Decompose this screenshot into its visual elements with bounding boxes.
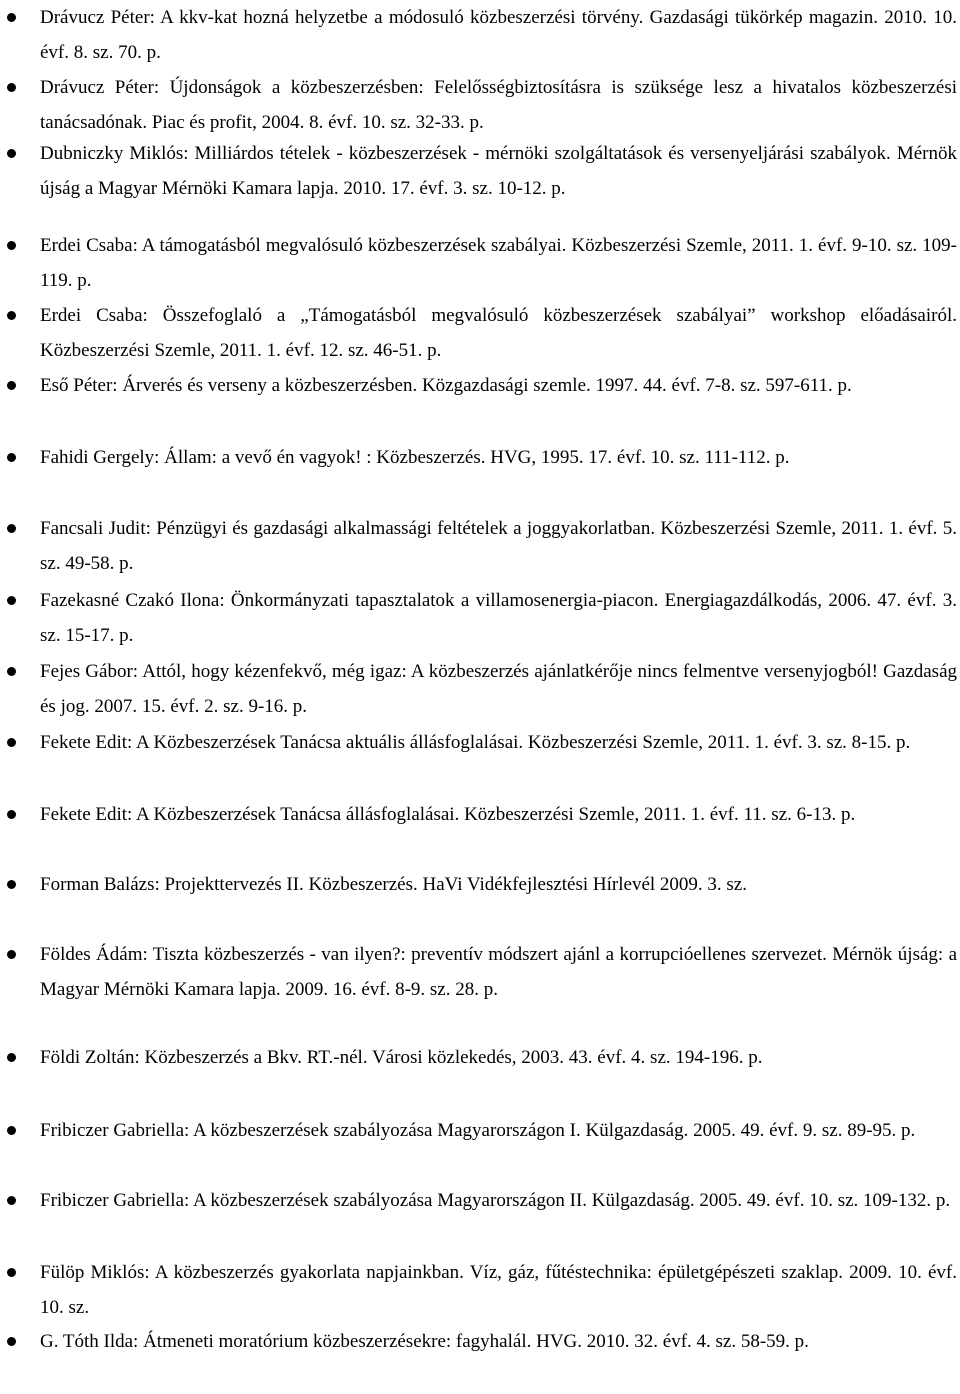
- reference-text: Drávucz Péter: A kkv-kat hozná helyzetbe a módosuló közbeszerzési törvény. Gazdasági tükörkép magazin. 2010. 10. évf. 8. sz. 70. p.: [40, 7, 957, 63]
- reference-text: Fazekasné Czakó Ilona: Önkormányzati tapasztalatok a villamosenergia-piacon. Energiagazdálkodás, 2006. 47. évf. 3. sz. 15-17. p.: [40, 590, 957, 646]
- reference-item: [40, 70, 957, 140]
- reference-item: [40, 1113, 957, 1148]
- reference-text: Forman Balázs: Projekttervezés II. Közbeszerzés. HaVi Vidékfejlesztési Hírlevél 2009. 3. sz.: [40, 874, 747, 895]
- reference-item: [40, 797, 957, 832]
- reference-item: [40, 0, 957, 70]
- reference-text: Erdei Csaba: Összefoglaló a „Támogatásból megvalósuló közbeszerzések szabályai” workshop előadásairól. Közbeszerzési Szemle, 2011. 1. évf. 12. sz. 46-51. p.: [40, 305, 957, 361]
- reference-item: [40, 136, 957, 206]
- reference-item: [40, 654, 957, 724]
- reference-item: [40, 867, 957, 902]
- reference-text: Fahidi Gergely: Állam: a vevő én vagyok! : Közbeszerzés. HVG, 1995. 17. évf. 10. sz. 111-112. p.: [40, 447, 790, 468]
- reference-text: Fribiczer Gabriella: A közbeszerzések szabályozása Magyarországon II. Külgazdaság. 2005. 49. évf. 10. sz. 109-132. p.: [40, 1190, 951, 1211]
- reference-text: Fejes Gábor: Attól, hogy kézenfekvő, még igaz: A közbeszerzés ajánlatkérője nincs felmentve versenyjogból! Gazdaság és jog. 2007. 15. évf. 2. sz. 9-16. p.: [40, 661, 957, 717]
- reference-item: [40, 583, 957, 653]
- reference-text: Fekete Edit: A Közbeszerzések Tanácsa állásfoglalásai. Közbeszerzési Szemle, 2011. 1. évf. 11. sz. 6-13. p.: [40, 804, 856, 825]
- reference-text: Dubniczky Miklós: Milliárdos tételek - közbeszerzések - mérnöki szolgáltatások és versenyeljárási szabályok. Mérnök újság a Magyar Mérnöki Kamara lapja. 2010. 17. évf. 3. sz. 10-12. p.: [40, 143, 957, 199]
- reference-text: Erdei Csaba: A támogatásból megvalósuló közbeszerzések szabályai. Közbeszerzési Szemle, 2011. 1. évf. 9-10. sz. 109-119. p.: [40, 235, 957, 291]
- reference-text: Fribiczer Gabriella: A közbeszerzések szabályozása Magyarországon I. Külgazdaság. 2005. 49. évf. 9. sz. 89-95. p.: [40, 1120, 916, 1141]
- reference-text: Eső Péter: Árverés és verseny a közbeszerzésben. Közgazdasági szemle. 1997. 44. évf. 7-8. sz. 597-611. p.: [40, 375, 852, 396]
- reference-item: [40, 368, 957, 403]
- reference-item: [40, 725, 957, 760]
- reference-item: [40, 440, 957, 475]
- reference-item: [40, 937, 957, 1007]
- reference-text: G. Tóth Ilda: Átmeneti moratórium közbeszerzésekre: fagyhalál. HVG. 2010. 32. évf. 4. sz. 58-59. p.: [40, 1331, 809, 1352]
- reference-text: Fekete Edit: A Közbeszerzések Tanácsa aktuális állásfoglalásai. Közbeszerzési Szemle, 2011. 1. évf. 3. sz. 8-15. p.: [40, 732, 911, 753]
- reference-item: [40, 511, 957, 581]
- reference-item: [40, 1183, 957, 1218]
- reference-item: [40, 1255, 957, 1325]
- reference-text: Fülöp Miklós: A közbeszerzés gyakorlata napjainkban. Víz, gáz, fűtéstechnika: épületgépészeti szaklap. 2009. 10. évf. 10. sz.: [40, 1262, 957, 1318]
- reference-item: [40, 298, 957, 368]
- reference-item: [40, 228, 957, 298]
- reference-text: Drávucz Péter: Újdonságok a közbeszerzésben: Felelősségbiztosításra is szüksége lesz a hivatalos közbeszerzési tanácsadónak. Piac és profit, 2004. 8. évf. 10. sz. 32-33. p.: [40, 77, 957, 133]
- reference-item: [40, 1324, 957, 1359]
- reference-text: Földi Zoltán: Közbeszerzés a Bkv. RT.-nél. Városi közlekedés, 2003. 43. évf. 4. sz. 194-196. p.: [40, 1047, 763, 1068]
- reference-text: Földes Ádám: Tiszta közbeszerzés - van ilyen?: preventív módszert ajánl a korrupcióellenes szervezet. Mérnök újság: a Magyar Mérnöki Kamara lapja. 2009. 16. évf. 8-9. sz. 28. p.: [40, 944, 957, 1000]
- reference-text: Fancsali Judit: Pénzügyi és gazdasági alkalmassági feltételek a joggyakorlatban. Közbeszerzési Szemle, 2011. 1. évf. 5. sz. 49-58. p.: [40, 518, 957, 574]
- reference-item: [40, 1040, 957, 1075]
